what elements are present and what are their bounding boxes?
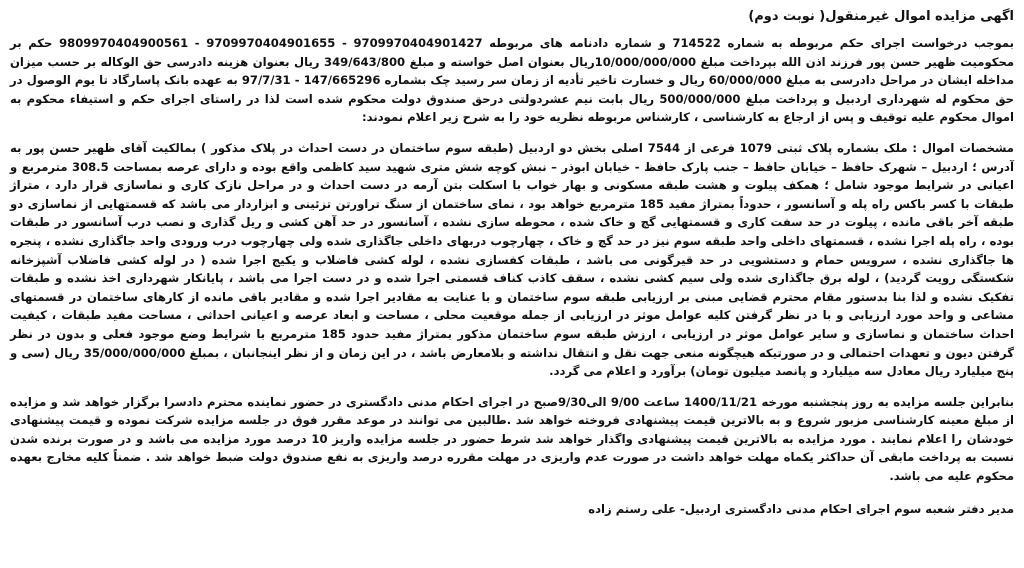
signature-line: مدیر دفتر شعبه سوم اجرای احکام مدنی دادگستری اردبیل- علی رستم زاده — [588, 501, 1014, 516]
paragraph-judgment: بموجب درخواست اجرای حکم مربوطه به شماره 714522 و شماره دادنامه های مربوطه 9709970404901427 - 9709970404901655 - 9809970404900561 حکم بر محکومیت ظهیر حسن پور فرزند اذن الله بپرداخت مبلغ 10/000/000/000ریال بعنوان اصل خواسته و مبلغ 349/643/800 ریال بعنوان هزینه دادرسی حق الوکاله بر حسب میزان مداخله ایشان در مراحل دادرسی به مبلغ 60/000/000 ریال و خسارت تاخیر تأدیه از زمان سر رسید چک بشماره 147/665296 - 97/7/31 به عهده بانک پاسارگاد تا یوم الوصول در حق محکوم له شهرداری اردبیل و پرداخت مبلغ 500/000/000 ریال بابت نیم عشردولتی درحق صندوق دولت محکوم شده است لذا در راستای اجرای حکم و استیفاء محکوم به اموال محکوم علیه توقیف و پس از ارجاع به کارشناسی ، کارشناس مربوطه نظریه خود را به شرح زیر اعلام نمودند: — [10, 36, 1014, 125]
paragraph-property-details: مشخصات اموال : ملک بشماره پلاک ثبتی 1079 فرعی از 7544 اصلی بخش دو اردبیل (طبقه سوم ساختمان در دست احداث در پلاک مذکور ) بمالکیت آقای ظهیر حسن پور به آدرس ؛ اردبیل – شهرک حافظ – خیابان حافظ – جنب پارک حافظ - خیابان ابوذر – نبش کوچه شش متری شهید سید کاظمی واقع بوده و دارای عرصه بمساحت 308.5 مترمربع و اعیانی در شرایط موجود شامل ؛ همکف پیلوت و هشت طبقه مسکونی و بهار خواب با اسکلت بتن آرمه در دست احداث و در مراحل نازک کاری و نماسازی قرار دارد ، متراژ طبقات با کسر باکس راه پله و آسانسور ، حدوداً بمتراژ مفید 185 مترمربع خواهد بود ، نمای ساختمان از سنگ تراورتن تزئینی و ابزاردار می باشد که قسمتهایی از نماسازی دو طبقه آخر باقی مانده ، پیلوت در حد سفت کاری و قسمتهایی گچ و خاک شده ، محوطه سازی نشده ، آسانسور در حد آهن کشی و ریل گذاری و نصب درب آسانسور در طبقات بوده ، راه پله اجرا نشده ، قسمتهای داخلی واحد طبقه سوم نیز در حد گچ و خاک ، چهارچوب دربهای داخلی جاگذاری شده ولی چهارچوب درب ورودی واحد جاگذاری نشده ، پنجره ها جاگذاری نشده ، سرویس حمام و دستشویی در حد قیرگونی می باشد ، طبقات کفسازی نشده ، لوله کشی فاضلاب و یکیج اجرا شده ( در لوله کشی فاضلاب آشپزخانه شکستگی رویت گردید) ، لوله برق جاگذاری شده ولی سیم کشی نشده ، سقف کاذب کناف قسمتی اجرا شده و در دست اجرا می باشد ، پایانکار شهرداری اخذ نشده و طبقات تفکیک نشده و لذا بنا بدستور مقام محترم قضایی مبنی بر ارزیابی طبقه سوم ساختمان و با عنایت به مقادیر اجرا شده و مقادیر باقی مانده از کارهای ساختمان در قسمتهای مشاعی و واحد مورد ارزیابی و با در نظر گرفتن کلیه عوامل موثر در ارزیابی از جمله موقعیت محلی ، مساحت و ابعاد عرصه و اعیانی احداثی ، مساحت مفید طبقات ، کیفیت احداث ساختمان و نماسازی و سایر عوامل موثر در ارزیابی ، ارزش طبقه سوم ساختمان مذکور بمتراژ مفید حدود 185 مترمربع با شرایط وضع موجود فعلی و بدون در نظر گرفتن دیون و تعهدات احتمالی و در صورتیکه هیچگونه منعی جهت نقل و انتقال نداشته و بلامعارض باشد ، در این زمان و از نظر اینجانبان ، بمبلغ 35/000/000/000 ریال (سی و پنج میلیارد ریال معادل سه میلیارد و پانصد میلیون تومان) برآورد و اعلام می گردد. — [10, 140, 1015, 379]
notice-title: اگهی مزایده اموال غیرمنقول( نوبت دوم) — [748, 9, 1014, 24]
paragraph-auction-terms: بنابراین جلسه مزایده به روز پنجشنبه مورخه 1400/11/21 ساعت 9/00 الی9/30صبح در اجرای احکام مدنی دادگستری در حضور نماینده محترم دادسرا برگزار خواهد شد و مزایده از مبلغ معینه کارشناسی مزبور شروع و به بالاترین قیمت پیشنهادی فروخته خواهد شد .طالبین می توانند در موعد مقرر فوق در جلسه مزایده شرکت نموده و قیمت پیشنهادی خودشان را اعلام نمایند . مورد مزایده به بالاترین قیمت پیشنهادی واگذار خواهد شد شرط حضور در جلسه مزایده واریز 10 درصد مورد مزایده می باشد و در صورت برنده شدن نسبت به پرداخت مابقی آن حداکثر یکماه مهلت خواهد داشت در صورت عدم واریزی در مهلت مقرره درصد واریزی به نفع صندوق دولت ضبط خواهد شد . ضمناً کلیه مخارج بعهده محکوم علیه می باشد. — [10, 394, 1015, 484]
